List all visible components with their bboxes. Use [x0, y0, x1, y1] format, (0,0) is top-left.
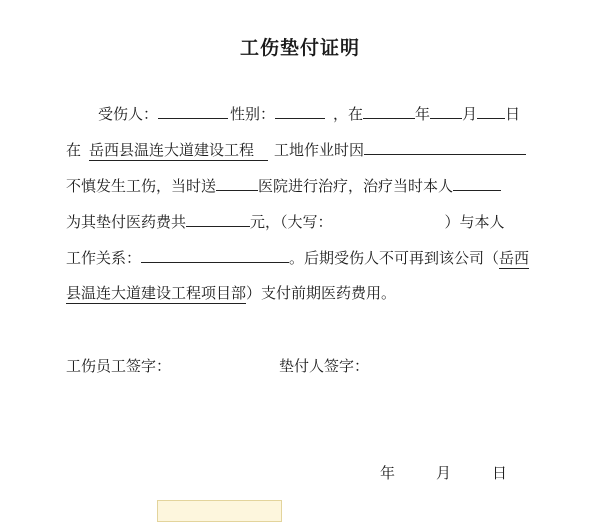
comma-at-text: ，在 — [333, 105, 364, 123]
injured-name-blank — [158, 103, 228, 119]
line-hospital — [66, 175, 501, 196]
project-name: 岳西县温连大道建设工程 — [89, 141, 268, 161]
relation-blank — [141, 247, 289, 263]
cause-blank — [364, 139, 526, 155]
line5-text2: 。后期受伤人不可再到该公司（ — [289, 249, 500, 267]
line-company — [66, 283, 396, 303]
gender-label: 性别： — [230, 105, 276, 123]
line4-text1: 为其垫付医药费共 — [66, 213, 187, 231]
company-part1: 岳西 — [499, 249, 530, 267]
amount-blank — [186, 211, 250, 227]
footer-year: 年 — [380, 464, 396, 482]
line-relation — [66, 247, 529, 268]
line-injured-info — [98, 103, 520, 124]
at-text: 在 — [66, 141, 82, 159]
work-text: 工地作业时因 — [274, 141, 365, 159]
hospital-blank — [216, 175, 258, 191]
line4-text3: ）与本人 — [444, 213, 505, 231]
line-project — [66, 139, 526, 160]
day-text: 日 — [505, 105, 521, 123]
month-text: 月 — [462, 105, 478, 123]
footer-day: 日 — [492, 464, 508, 482]
month-blank — [430, 103, 462, 119]
line-amount — [66, 211, 505, 232]
worker-signature-label: 工伤员工签字： — [66, 357, 172, 375]
line4-text2: 元，（大写： — [250, 213, 333, 231]
day-blank — [477, 103, 505, 119]
document-title: 工伤垫付证明 — [239, 37, 360, 59]
payer-signature-label: 垫付人签字： — [279, 357, 370, 375]
year-text: 年 — [415, 105, 431, 123]
person-blank — [453, 175, 501, 191]
line3-text1: 不慎发生工伤，当时送 — [66, 177, 217, 195]
line6-text: ）支付前期医药费用。 — [246, 284, 397, 302]
line5-text1: 工作关系： — [66, 249, 142, 267]
gender-blank — [275, 103, 325, 119]
cut-off-note-strip — [157, 500, 282, 522]
injured-label: 受伤人： — [98, 105, 159, 123]
company-part2: 县温连大道建设工程项目部 — [66, 284, 247, 302]
year-blank — [363, 103, 415, 119]
footer-month: 月 — [436, 464, 452, 482]
line3-text2: 医院进行治疗，治疗当时本人 — [258, 177, 454, 195]
